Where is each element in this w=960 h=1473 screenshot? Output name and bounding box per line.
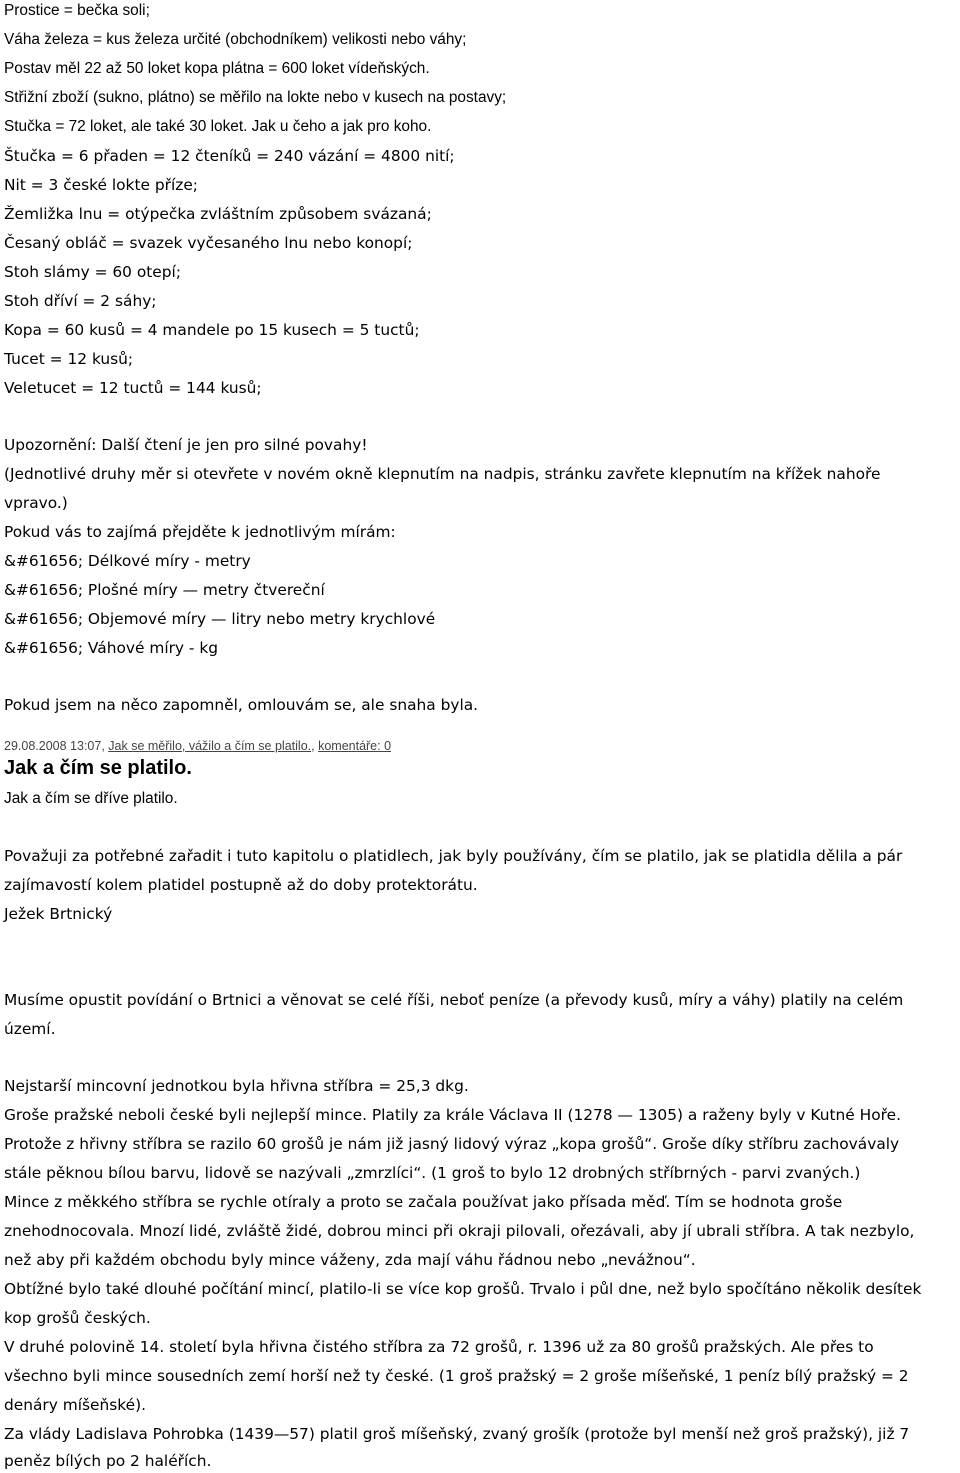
- text-line: Protože z hřivny stříbra se razilo 60 grošů je nám již jasný lidový výraz „kopa grošů“. Groše díky stříbru zachovávaly: [4, 1135, 900, 1153]
- text-line: Obtížné bylo také dlouhé počítání mincí, platilo-li se více kop grošů. Trvalo i půl dne, než bylo spočítáno několik desítek: [4, 1280, 922, 1298]
- text-line: Střižní zboží (sukno, plátno) se měřilo na lokte nebo v kusech na postavy;: [4, 89, 507, 106]
- measure-link-weight[interactable]: &#61656; Váhové míry - kg: [4, 639, 219, 657]
- text-line: peněz bílých po 2 haléřích.: [4, 1452, 212, 1470]
- text-line: než aby při každém obchodu byly mince váženy, zda mají váhu řádnou nebo „nevážnou“.: [4, 1251, 696, 1269]
- post-timestamp: 29.08.2008 13:07,: [4, 739, 109, 753]
- text-line: Štučka = 6 přaden = 12 čteníků = 240 vázání = 4800 nití;: [4, 147, 455, 165]
- comments-link[interactable]: komentáře: 0: [318, 739, 392, 753]
- text-line: kop grošů českých.: [4, 1309, 151, 1327]
- instruction-text: (Jednotlivé druhy měr si otevřete v novém okně klepnutím na nadpis, stránku zavřete klepnutím na křížek nahoře: [4, 465, 881, 483]
- text-line: Stoh slámy = 60 otepí;: [4, 263, 181, 281]
- intro-text: Pokud vás to zajímá přejděte k jednotlivým mírám:: [4, 523, 396, 541]
- text-line: Stoh dříví = 2 sáhy;: [4, 292, 157, 310]
- text-line: stále pěknou bílou barvu, lidově se nazývali „zmrzlíci“. (1 groš to bylo 12 drobných stříbrných - parvi zvaných.): [4, 1164, 861, 1182]
- text-line: Nejstarší mincovní jednotkou byla hřivna stříbra = 25,3 dkg.: [4, 1077, 469, 1095]
- text-line: Veletucet = 12 tuctů = 144 kusů;: [4, 379, 262, 397]
- author-name: Ježek Brtnický: [4, 905, 113, 923]
- text-line: území.: [4, 1020, 56, 1038]
- text-line: V druhé polovině 14. století byla hřivna čistého stříbra za 72 grošů, r. 1396 už za 80 grošů pražských. Ale přes to: [4, 1338, 874, 1356]
- text-line: Česaný obláč = svazek vyčesaného lnu nebo konopí;: [4, 234, 413, 252]
- text-line: Považuji za potřebné zařadit i tuto kapitolu o platidlech, jak byly používány, čím se platilo, jak se platidla dělila a pár: [4, 847, 903, 865]
- text-line: Groše pražské neboli české byli nejlepší mince. Platily za krále Václava II (1278 — 1305) a raženy byly v Kutné Hoře.: [4, 1106, 901, 1124]
- text-line: Váha železa = kus železa určité (obchodníkem) velikosti nebo váhy;: [4, 31, 467, 48]
- text-line: Musíme opustit povídání o Brtnici a věnovat se celé říši, neboť peníze (a převody kusů, míry a váhy) platily na celém: [4, 991, 904, 1009]
- text-line: denáry míšeňské).: [4, 1396, 147, 1414]
- category-link[interactable]: Jak se měřilo, vážilo a čím se platilo.: [108, 739, 312, 753]
- text-line: Za vlády Ladislava Pohrobka (1439—57) platil groš míšeňský, zvaný grošík (protože byl menší než groš pražský), již 7: [4, 1425, 910, 1443]
- text-line: Prostice = bečka soli;: [4, 2, 150, 19]
- text-line: Kopa = 60 kusů = 4 mandele po 15 kusech = 5 tuctů;: [4, 321, 420, 339]
- measure-link-length[interactable]: &#61656; Délkové míry - metry: [4, 552, 251, 570]
- instruction-text: vpravo.): [4, 494, 68, 512]
- measure-link-volume[interactable]: &#61656; Objemové míry — litry nebo metry krychlové: [4, 610, 436, 628]
- post-meta: [4, 736, 391, 756]
- text-line: Stučka = 72 loket, ale také 30 loket. Jak u čeho a jak pro koho.: [4, 118, 432, 135]
- measure-link-area[interactable]: &#61656; Plošné míry — metry čtvereční: [4, 581, 325, 599]
- text-line: znehodnocovala. Mnozí lidé, zvláště židé, dobrou minci při okraji pilovali, ořezávali, aby jí ubrali stříbra. A tak nezbylo,: [4, 1222, 915, 1240]
- text-line: Nit = 3 české lokte příze;: [4, 176, 198, 194]
- text-line: Tucet = 12 kusů;: [4, 350, 134, 368]
- text-line: zajímavostí kolem platidel postupně až do doby protektorátu.: [4, 876, 478, 894]
- meta-separator: ,: [311, 739, 319, 753]
- text-line: Postav měl 22 až 50 loket kopa plátna = 600 loket vídeňských.: [4, 60, 430, 77]
- apology-text: Pokud jsem na něco zapomněl, omlouvám se, ale snaha byla.: [4, 696, 479, 714]
- text-line: všechno byli mince sousedních zemí horší než ty české. (1 groš pražský = 2 groše míšeňské, 1 peníz bílý pražský = 2: [4, 1367, 909, 1385]
- post-subtitle: Jak a čím se dříve platilo.: [4, 790, 178, 807]
- warning-text: Upozornění: Další čtení je jen pro silné povahy!: [4, 436, 368, 454]
- post-title: Jak a čím se platilo.: [4, 757, 192, 779]
- text-line: Žemližka lnu = otýpečka zvláštním způsobem svázaná;: [4, 205, 432, 223]
- text-line: Mince z měkkého stříbra se rychle otíraly a proto se začala používat jako přísada měď. Tím se hodnota groše: [4, 1193, 843, 1211]
